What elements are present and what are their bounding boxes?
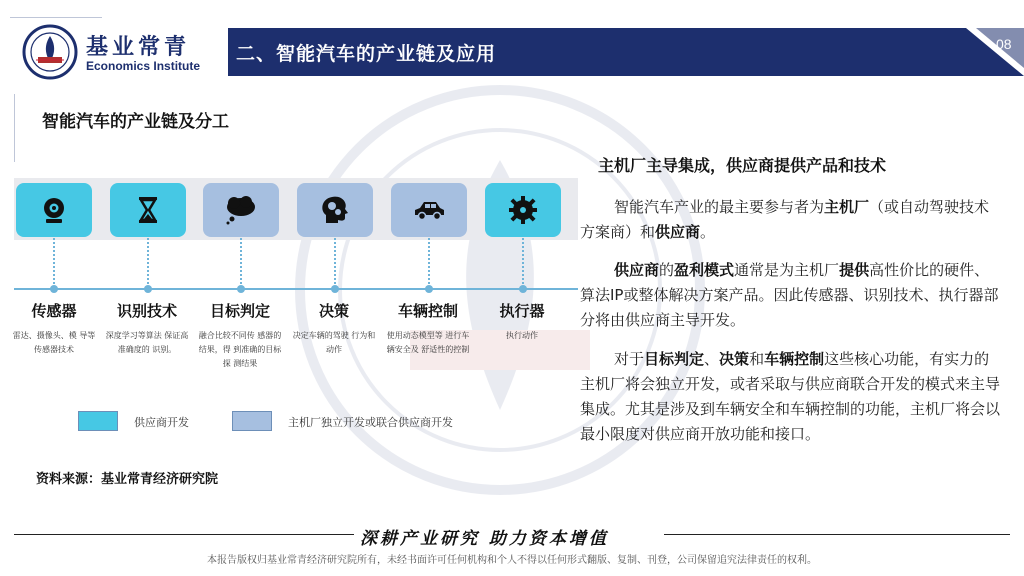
footer-rule-left: [14, 534, 354, 535]
car-icon: [412, 195, 446, 225]
text-run: 智能汽车产业的最主要参与者为: [614, 198, 825, 216]
step-label-target-judgement: 目标判定: [209, 302, 270, 320]
connector-line: [522, 238, 524, 288]
timeline-line: [14, 288, 578, 290]
connector-line: [53, 238, 55, 288]
chain-item-sensor: [16, 183, 92, 237]
page-number: 08: [996, 36, 1012, 52]
step-label-recognition: 识别技术: [116, 302, 177, 320]
timeline-dot: [237, 285, 245, 293]
footer-slogan: 深耕产业研究 助力资本增值: [360, 529, 609, 549]
text-run-bold: 主机厂: [824, 198, 870, 216]
left-rule: [14, 94, 15, 162]
step-label-decision: 决策: [318, 302, 349, 320]
text-run: 对于: [614, 350, 645, 368]
brand-name-en: Economics Institute: [86, 59, 201, 73]
paragraph-core-functions: [580, 347, 1000, 447]
head-gears-icon: [318, 195, 352, 225]
chain-item-decision: [297, 183, 373, 237]
text-run: 的: [659, 261, 675, 279]
right-heading: 主机厂主导集成，供应商提供产品和技术: [598, 156, 887, 175]
text-run: 高性价比的硬件、算法IP或整体解决方案产品。因此传感器、识别技术、执行器部分将由供应商主导开发。: [580, 261, 999, 329]
thought-cloud-icon: [224, 195, 258, 225]
webcam-icon: [37, 195, 71, 225]
institute-logo-icon: [22, 24, 78, 80]
text-run-bold: 供应商: [655, 223, 701, 241]
step-desc-sensor: 雷达、摄像头、模 导等传感器技术: [12, 331, 96, 354]
text-run: 这些核心功能，有实力的主机厂将会独立开发，或者采取与供应商联合开发的模式来主导集成。尤其是涉及到车辆安全和车辆控制的功能，主机厂将会以最小限度对供应商开放功能和接口。: [580, 350, 1001, 443]
connector-line: [240, 238, 242, 288]
chain-item-target-judgement: [203, 183, 279, 237]
step-desc-vehicle-control: 使用动态模型等 进行车辆安全及 舒适性的控制: [386, 331, 470, 354]
step-desc-decision: 决定车辆的驾驶 行为和动作: [292, 331, 376, 354]
paragraph-participants: [580, 195, 1000, 245]
step-desc-actuator: 执行动作: [506, 331, 538, 340]
page-title: 二、智能汽车的产业链及应用: [236, 43, 497, 65]
legend-label-oem: 主机厂独立开发或联合供应商开发: [288, 416, 453, 429]
brand-name-cn: 基业常青: [86, 35, 191, 60]
text-run-bold: 供应商: [614, 261, 660, 279]
text-run: 通常是为主机厂: [734, 261, 840, 279]
text-run: （或自动驾驶技术方案商）和: [580, 198, 990, 241]
text-run-bold: 目标判定: [644, 350, 705, 368]
paragraph-supplier-model: [580, 258, 1000, 333]
chain-item-actuator: [485, 183, 561, 237]
timeline-dot: [519, 285, 527, 293]
text-run-bold: 决策: [719, 350, 750, 368]
step-label-vehicle-control: 车辆控制: [397, 302, 458, 320]
hourglass-icon: [131, 195, 165, 225]
text-run-bold: 车辆控制: [764, 350, 825, 368]
section-title: 智能汽车的产业链及分工: [42, 112, 229, 132]
text-run: 和: [749, 350, 765, 368]
step-label-sensor: 传感器: [31, 302, 77, 320]
step-desc-target-judgement: 融合比较不同传 感器的结果，得 到准确的目标探 测结果: [198, 331, 282, 368]
connector-line: [334, 238, 336, 288]
chain-item-vehicle-control: [391, 183, 467, 237]
timeline-dot: [144, 285, 152, 293]
timeline-dot: [331, 285, 339, 293]
step-desc-recognition: 深度学习等算法 保证高准确度的 识别。: [105, 331, 189, 354]
text-run: 。: [700, 223, 716, 241]
step-label-actuator: 执行器: [499, 302, 545, 320]
chain-item-recognition: [110, 183, 186, 237]
source-note: 资料来源：基业常青经济研究院: [36, 472, 219, 487]
connector-line: [428, 238, 430, 288]
text-run-bold: 提供: [839, 261, 870, 279]
connector-line: [147, 238, 149, 288]
legend-swatch-supplier: [78, 411, 118, 431]
top-rule: [10, 17, 102, 18]
legend-label-supplier: 供应商开发: [134, 416, 189, 429]
text-run-bold: 盈利模式: [674, 261, 735, 279]
copyright-note: 本报告版权归基业常青经济研究院所有，未经书面许可任何机构和个人不得以任何形式翻版、复制、刊登，公司保留追究法律责任的权利。: [207, 555, 817, 566]
gear-icon: [506, 195, 540, 225]
legend-swatch-oem: [232, 411, 272, 431]
footer-rule-right: [664, 534, 1010, 535]
timeline-dot: [50, 285, 58, 293]
text-run: 、: [704, 350, 720, 368]
timeline-dot: [425, 285, 433, 293]
